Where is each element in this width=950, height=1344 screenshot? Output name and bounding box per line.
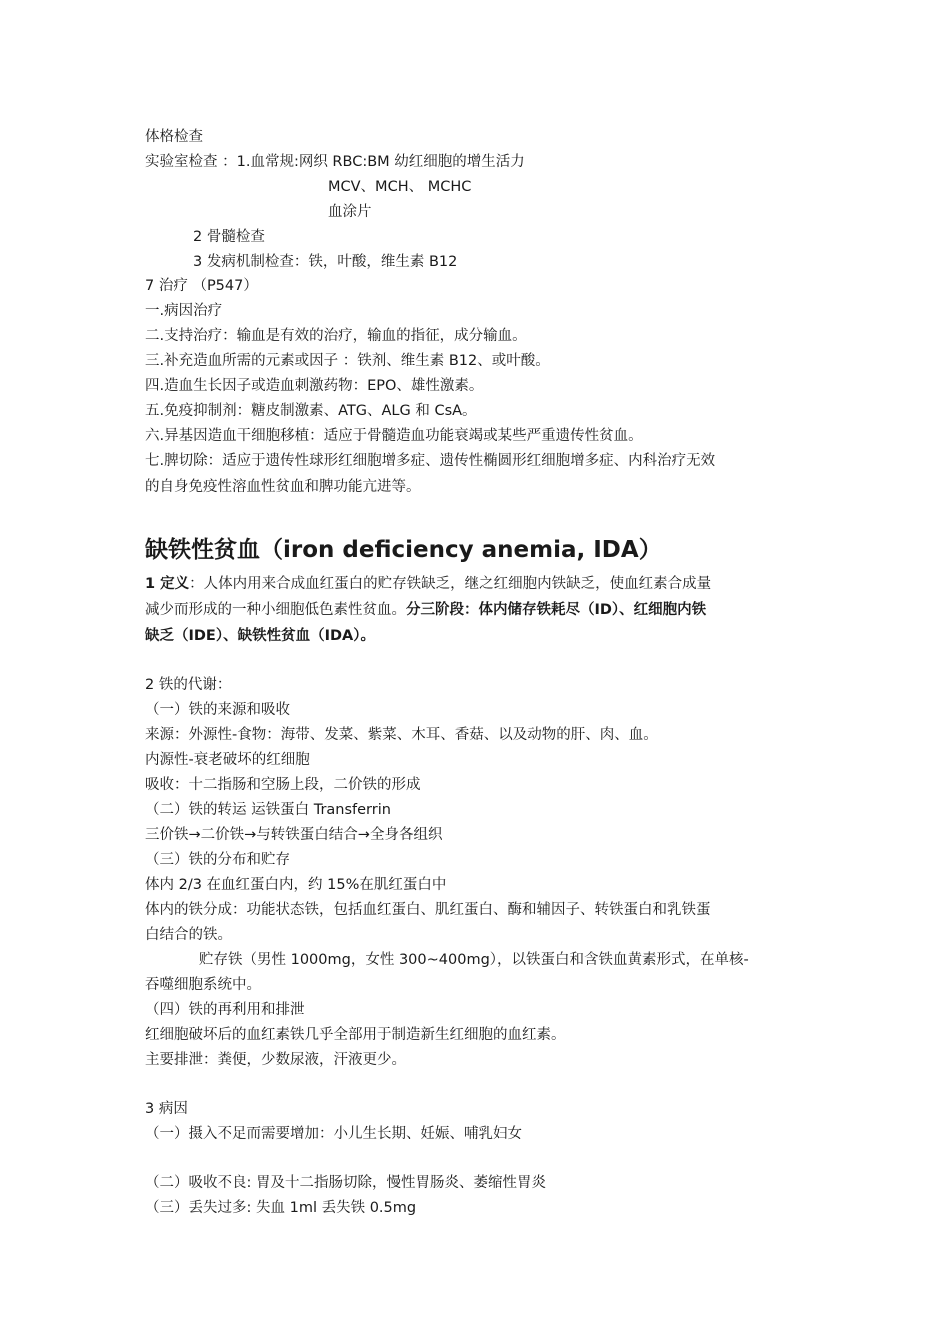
- treatment-item: 三.补充造血所需的元素或因子 ：铁剂、维生素 B12、或叶酸。: [145, 353, 550, 369]
- metabolism-heading: 2 铁的代谢：: [145, 677, 232, 693]
- metabolism-excretion: 主要排泄：粪便，少数尿液，汗液更少。: [145, 1052, 406, 1068]
- lab-indices-line: MCV、MCH、 MCHC: [328, 179, 472, 195]
- mechanism-line: 3 发病机制检查：铁，叶酸，维生素 B12: [193, 254, 458, 270]
- etiology-cause: （一）摄入不足而需要增加：小儿生长期、妊娠、哺乳妇女: [145, 1126, 522, 1142]
- bone-marrow-line: 2 骨髓检查: [193, 229, 265, 245]
- metabolism-subsection: （一）铁的来源和吸收: [145, 702, 290, 718]
- treatment-item: 六.异基因造血干细胞移植：适应于骨髓造血功能衰竭或某些严重遗传性贫血。: [145, 428, 643, 444]
- definition-line-2: [145, 600, 706, 620]
- definition-line: [145, 574, 711, 594]
- splenectomy-line: 七.脾切除：适应于遗传性球形红细胞增多症、遗传性椭圆形红细胞增多症、内科治疗无效: [145, 453, 716, 469]
- physical-exam-line: 体格检查: [145, 129, 203, 145]
- etiology-cause: （二）吸收不良: 胃及十二指肠切除，慢性胃肠炎、萎缩性胃炎: [145, 1175, 546, 1191]
- metabolism-functional: 体内的铁分成：功能状态铁，包括血红蛋白、肌红蛋白、酶和辅因子、转铁蛋白和乳铁蛋: [145, 902, 711, 918]
- metabolism-endogenous: 内源性-衰老破坏的红细胞: [145, 752, 310, 768]
- definition-stages: 分三阶段：体内储存铁耗尽（ID）、红细胞内铁: [406, 602, 707, 618]
- metabolism-storage: 贮存铁（男性 1000mg，女性 300~400mg），以铁蛋白和含铁血黄素形式，在单核-: [199, 952, 749, 968]
- metabolism-subsection: （四）铁的再利用和排泄: [145, 1002, 305, 1018]
- metabolism-absorb: 吸收：十二指肠和空肠上段，二价铁的形成: [145, 777, 421, 793]
- metabolism-transport: 三价铁→二价铁→与转铁蛋白结合→全身各组织: [145, 827, 443, 843]
- treatment-item: 一.病因治疗: [145, 303, 223, 319]
- definition-label: 1 定义: [145, 576, 190, 592]
- etiology-heading: 3 病因: [145, 1101, 188, 1117]
- lab-smear-line: 血涂片: [328, 204, 372, 220]
- treatment-item: 四.造血生长因子或造血刺激药物：EPO、雄性激素。: [145, 378, 484, 394]
- metabolism-functional-cont: 白结合的铁。: [145, 927, 232, 943]
- splenectomy-line-cont: 的自身免疫性溶血性贫血和脾功能亢进等。: [145, 479, 421, 495]
- treatment-heading: 7 治疗 （P547）: [145, 278, 258, 294]
- etiology-cause: （三）丢失过多: 失血 1ml 丢失铁 0.5mg: [145, 1200, 417, 1216]
- lab-exam-line: 实验室检查 ：1.血常规:网织 RBC:BM 幼红细胞的增生活力: [145, 154, 525, 170]
- metabolism-subsection: （二）铁的转运 运铁蛋白 Transferrin: [145, 802, 391, 818]
- definition-stages-cont: 缺乏（IDE）、缺铁性贫血（IDA）。: [145, 628, 375, 644]
- metabolism-distribution: 体内 2/3 在血红蛋白内，约 15%在肌红蛋白中: [145, 877, 447, 893]
- treatment-item: 五.免疫抑制剂：糖皮制激素、ATG、ALG 和 CsA。: [145, 403, 477, 419]
- metabolism-reuse: 红细胞破坏后的血红素铁几乎全部用于制造新生红细胞的血红素。: [145, 1027, 566, 1043]
- definition-text-2: 减少而形成的一种小细胞低色素性贫血。: [145, 602, 406, 618]
- metabolism-source: 来源：外源性-食物：海带、发菜、紫菜、木耳、香菇、以及动物的肝、肉、血。: [145, 727, 658, 743]
- metabolism-storage-cont: 吞噬细胞系统中。: [145, 977, 261, 993]
- definition-text: ：人体内用来合成血红蛋白的贮存铁缺乏，继之红细胞内铁缺乏，使血红素合成量: [189, 576, 712, 592]
- metabolism-subsection: （三）铁的分布和贮存: [145, 852, 290, 868]
- ida-title: 缺铁性贫血（iron deficiency anemia, IDA）: [145, 537, 662, 563]
- treatment-item: 二.支持治疗：输血是有效的治疗，输血的指征，成分输血。: [145, 328, 527, 344]
